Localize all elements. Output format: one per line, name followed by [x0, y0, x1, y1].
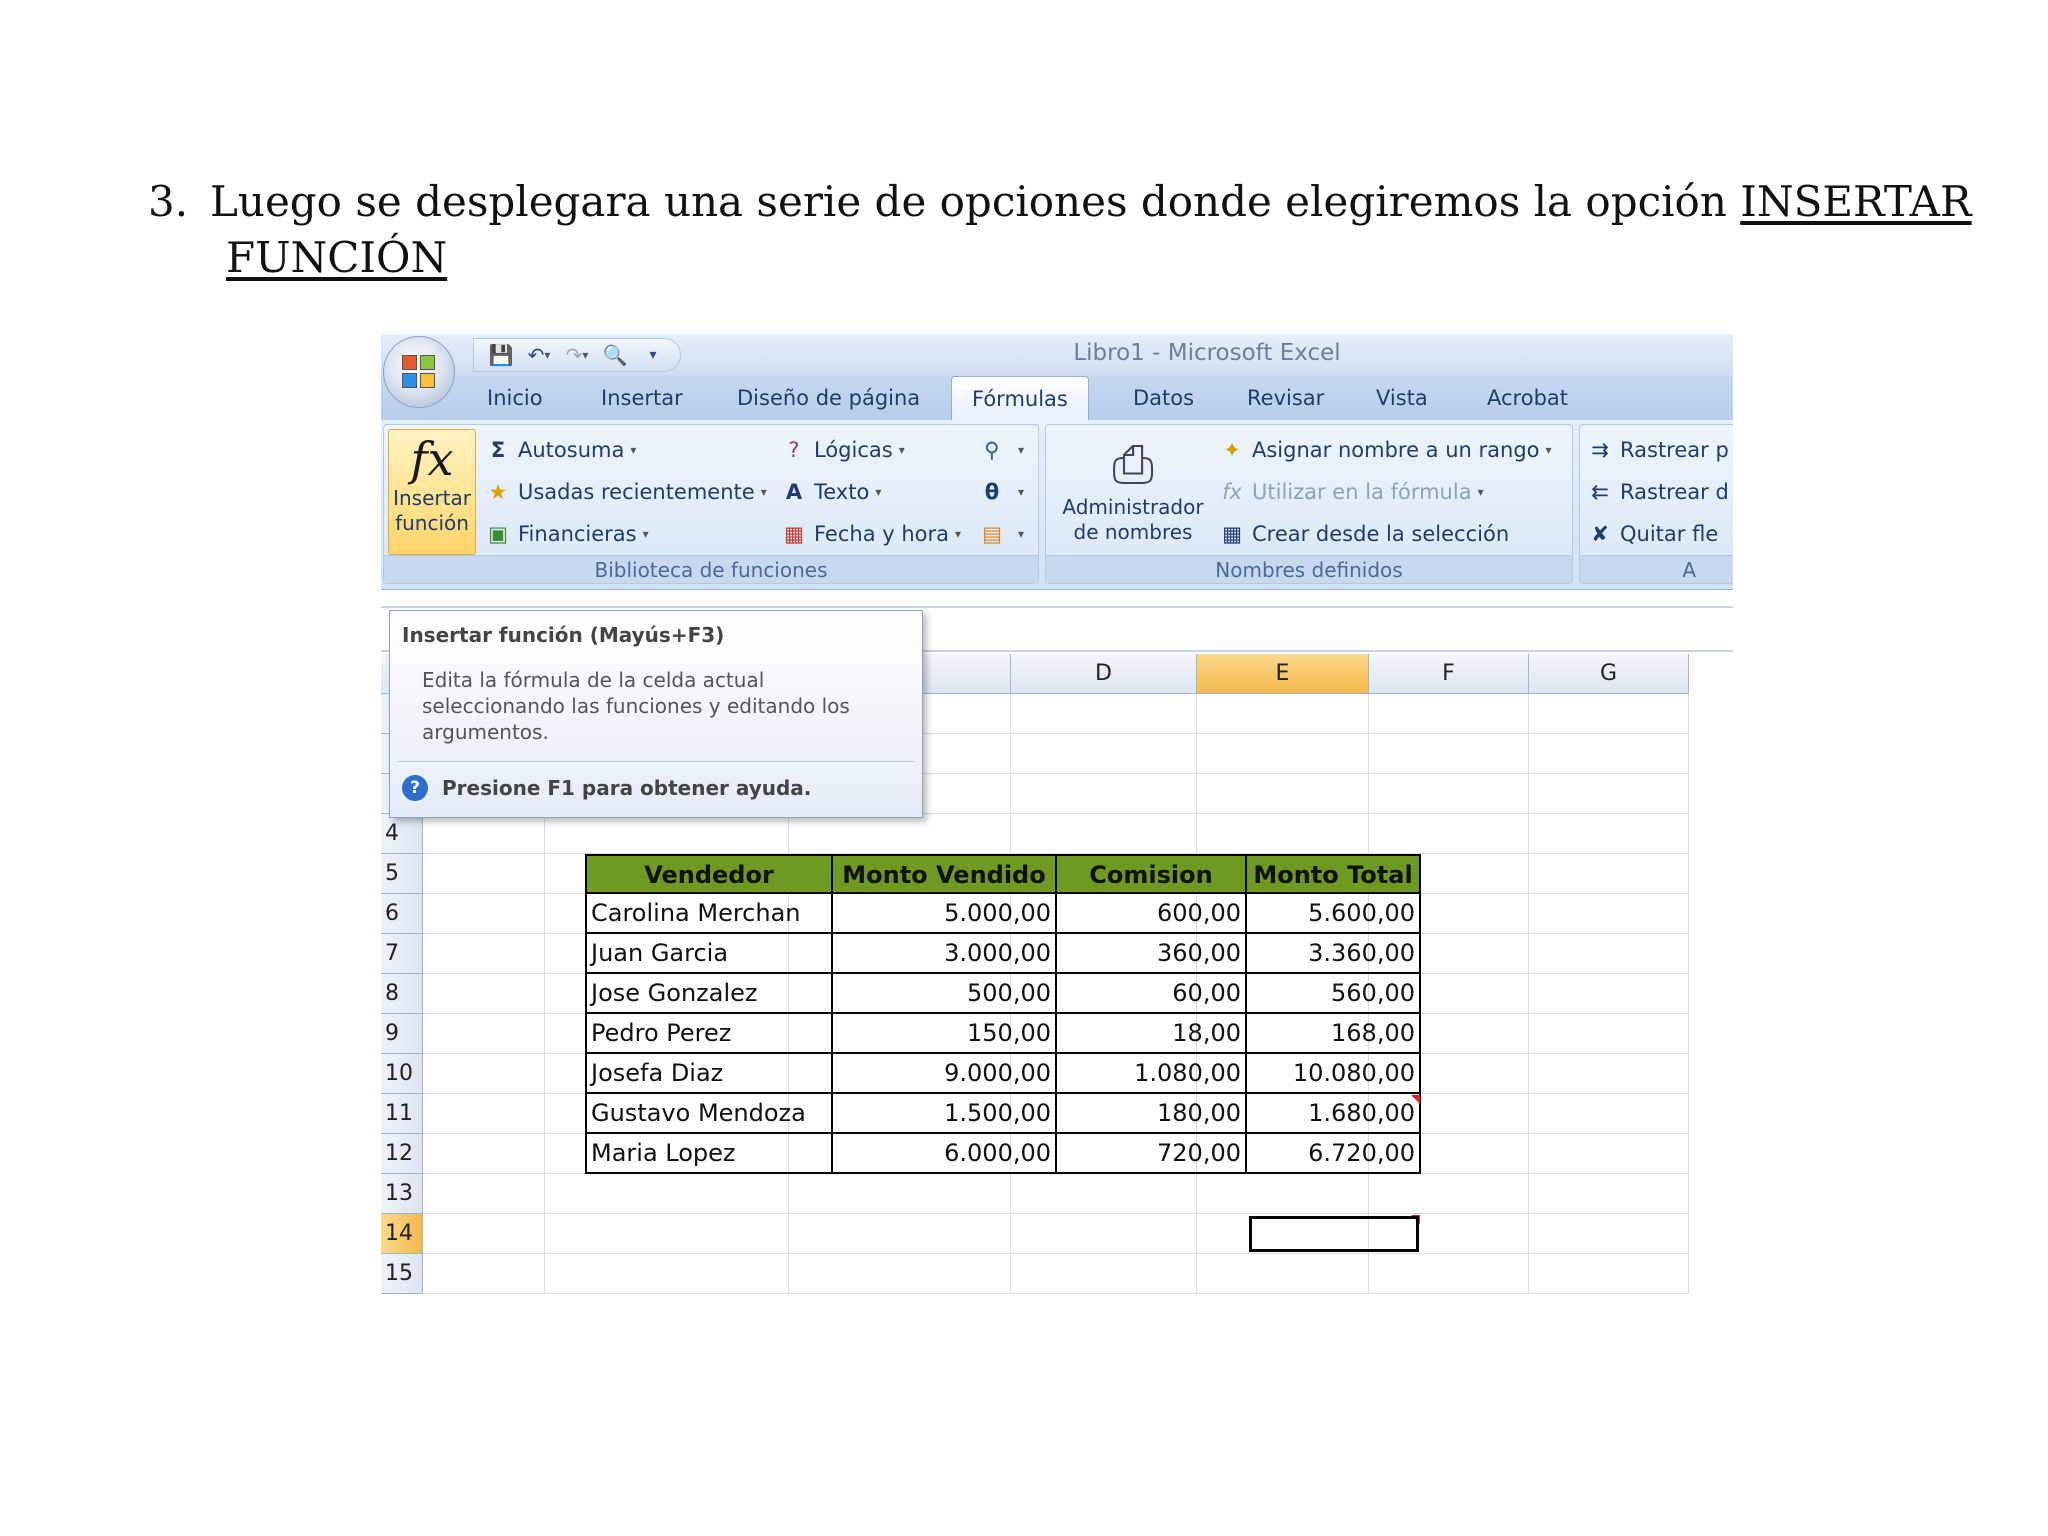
grid-cell[interactable] [1529, 1214, 1689, 1254]
recent-label: Usadas recientemente [518, 480, 755, 504]
datetime-button[interactable] [780, 517, 961, 551]
table-grid-icon: ▦ [1222, 522, 1242, 546]
save-icon[interactable]: 💾 [488, 343, 514, 367]
table-cell-vendedor[interactable]: Jose Gonzalez [585, 974, 833, 1014]
table-cell-monto-total[interactable]: 10.080,00 [1247, 1054, 1421, 1094]
window-title: Libro1 - Microsoft Excel [1073, 340, 1341, 366]
tab-insertar[interactable]: Insertar [601, 386, 683, 410]
ribbon-tabs [381, 376, 1733, 420]
quick-access-toolbar [473, 338, 681, 372]
grid-cell[interactable] [1529, 694, 1689, 734]
tooltip-description: Edita la fórmula de la celda actual seleccionando las funciones y editando los argumentos. [422, 668, 850, 744]
row-header[interactable]: 8 [381, 974, 423, 1014]
text-a-icon: A [785, 480, 803, 504]
excel-window [381, 334, 1733, 1300]
row-header[interactable]: 15 [381, 1254, 423, 1294]
use-in-formula-label: Utilizar en la fórmula [1252, 480, 1472, 504]
chevron-down-icon: ▾ [630, 443, 637, 457]
grid-cell[interactable] [1011, 814, 1197, 854]
group-function-library [383, 424, 1039, 584]
insert-function-tooltip [389, 610, 923, 818]
table-cell-vendedor[interactable]: Maria Lopez [585, 1134, 833, 1174]
table-cell-comision[interactable]: 180,00 [1057, 1094, 1247, 1134]
grid-cell[interactable] [423, 1254, 545, 1294]
name-manager-button[interactable] [1052, 429, 1214, 553]
tooltip-title: Insertar función (Mayús+F3) [402, 623, 725, 647]
table-cell-vendedor[interactable]: Juan Garcia [585, 934, 833, 974]
table-cell-vendedor[interactable]: Josefa Diaz [585, 1054, 833, 1094]
auditing-label: A [1580, 555, 1733, 583]
customize-icon[interactable]: ▾ [649, 347, 657, 363]
remove-arrows-button[interactable] [1586, 517, 1718, 551]
financial-book-icon: ▣ [488, 522, 508, 546]
define-name-label: Asignar nombre a un rango [1252, 438, 1540, 462]
table-cell-comision[interactable]: 720,00 [1057, 1134, 1247, 1174]
define-name-button[interactable] [1218, 433, 1552, 467]
grid-cell[interactable] [1369, 734, 1529, 774]
chevron-down-icon: ▾ [1018, 485, 1025, 499]
insert-function-label-1: Insertar [393, 486, 471, 510]
table-cell-vendedor[interactable]: Pedro Perez [585, 1014, 833, 1054]
office-button[interactable] [383, 336, 455, 408]
use-in-formula-button[interactable] [1218, 475, 1484, 509]
tooltip-divider [398, 761, 914, 762]
grid-cell[interactable] [1197, 1174, 1369, 1214]
chevron-down-icon: ▾ [898, 443, 905, 457]
tab-formulas[interactable]: Fórmulas [951, 376, 1089, 422]
grid-cell[interactable] [789, 814, 1011, 854]
tab-datos[interactable]: Datos [1133, 386, 1195, 410]
recent-functions-button[interactable] [484, 475, 767, 509]
highlight-insertar: INSERTAR [1740, 177, 1972, 226]
chevron-down-icon: ▾ [955, 527, 962, 541]
tab-inicio[interactable]: Inicio [487, 386, 543, 410]
help-icon: ? [402, 775, 428, 801]
row-header[interactable]: 5 [381, 854, 423, 894]
chevron-down-icon: ▾ [1018, 443, 1025, 457]
row-header[interactable]: 13 [381, 1174, 423, 1214]
group-formula-auditing [1579, 424, 1733, 584]
lookup-magnifier-icon: ⚲ [984, 438, 1000, 462]
table-cell-vendedor[interactable]: Carolina Merchan [585, 894, 833, 934]
grid-cell[interactable] [423, 894, 545, 934]
grid-cell[interactable] [1197, 814, 1369, 854]
grid-cell[interactable] [1197, 1254, 1369, 1294]
tab-revisar[interactable]: Revisar [1247, 386, 1325, 410]
grid-cell[interactable] [423, 854, 545, 894]
grid-cell[interactable] [1529, 934, 1689, 974]
grid-cell[interactable] [1197, 774, 1369, 814]
grid-cell[interactable] [1529, 854, 1689, 894]
table-cell-monto-total[interactable]: 3.360,00 [1247, 934, 1421, 974]
trace-dependents-icon: ⇇ [1591, 480, 1609, 504]
table-header-monto-vendido[interactable]: Monto Vendido [833, 854, 1057, 894]
remove-arrows-label: Quitar fle [1620, 522, 1719, 546]
instruction-text [148, 174, 1978, 286]
grid-cell[interactable] [423, 1094, 545, 1134]
table-header-comision[interactable]: Comision [1057, 854, 1247, 894]
logical-label: Lógicas [814, 438, 893, 462]
ribbon [381, 420, 1733, 590]
theta-icon: θ [984, 480, 1000, 504]
table-cell-comision[interactable]: 60,00 [1057, 974, 1247, 1014]
text-button[interactable] [780, 475, 881, 509]
col-header-g[interactable]: G [1529, 654, 1689, 694]
group-defined-names [1045, 424, 1573, 584]
title-bar [381, 334, 1733, 376]
row-header[interactable]: 4 [381, 814, 423, 854]
grid-cell[interactable] [1529, 1094, 1689, 1134]
grid-cell[interactable] [1529, 1134, 1689, 1174]
chevron-down-icon: ▾ [875, 485, 882, 499]
trace-dependents-label: Rastrear d [1620, 480, 1729, 504]
grid-cell[interactable] [1529, 1254, 1689, 1294]
remove-arrows-icon: ✘ [1591, 522, 1609, 546]
table-cell-monto-vendido[interactable]: 9.000,00 [833, 1054, 1057, 1094]
trace-dependents-button[interactable] [1586, 475, 1729, 509]
lookup-button[interactable] [978, 433, 1024, 467]
table-cell-vendedor[interactable]: Gustavo Mendoza [585, 1094, 833, 1134]
grid-cell[interactable] [423, 1014, 545, 1054]
office-logo-icon [402, 355, 438, 391]
grid-cell[interactable] [1529, 774, 1689, 814]
tab-diseno-pagina[interactable]: Diseño de página [737, 386, 921, 410]
instruction-sentence: Luego se desplegara una serie de opciones donde elegiremos la opción [210, 177, 1727, 226]
step-number: 3. [148, 177, 189, 226]
tab-acrobat[interactable]: Acrobat [1487, 386, 1568, 410]
grid-cell[interactable] [1529, 1014, 1689, 1054]
table-cell-monto-total[interactable]: 560,00 [1247, 974, 1421, 1014]
active-cell-e14[interactable] [1249, 1216, 1419, 1252]
tab-vista[interactable]: Vista [1376, 386, 1428, 410]
sigma-icon: Σ [490, 438, 506, 462]
grid-cell[interactable] [545, 814, 789, 854]
row-header[interactable]: 9 [381, 1014, 423, 1054]
autosum-label: Autosuma [518, 438, 625, 462]
name-manager-icon: ⎙ [1112, 435, 1154, 495]
text-label: Texto [814, 480, 870, 504]
col-header-f[interactable]: F [1369, 654, 1529, 694]
grid-cell[interactable] [1011, 1174, 1197, 1214]
grid-cell[interactable] [1529, 1174, 1689, 1214]
table-cell-monto-vendido[interactable]: 6.000,00 [833, 1134, 1057, 1174]
grid-cell[interactable] [1369, 694, 1529, 734]
grid-cell[interactable] [1011, 694, 1197, 734]
grid-cell[interactable] [1529, 974, 1689, 1014]
grid-cell[interactable] [1011, 774, 1197, 814]
grid-cell[interactable] [1529, 734, 1689, 774]
grid-cell[interactable] [1529, 814, 1689, 854]
grid-cell[interactable] [1529, 894, 1689, 934]
insert-function-button[interactable] [388, 429, 476, 555]
grid-cell[interactable] [423, 1174, 545, 1214]
calendar-icon: ▦ [784, 522, 804, 546]
row-header[interactable]: 12 [381, 1134, 423, 1174]
grid-cell[interactable] [1011, 734, 1197, 774]
col-header-d[interactable]: D [1011, 654, 1197, 694]
table-cell-monto-total[interactable]: 5.600,00 [1247, 894, 1421, 934]
grid-cell[interactable] [1529, 1054, 1689, 1094]
grid-cell[interactable] [423, 1214, 545, 1254]
name-manager-label-1: Administrador [1062, 495, 1204, 519]
row-header[interactable]: 11 [381, 1094, 423, 1134]
trace-precedents-icon: ⇉ [1591, 438, 1609, 462]
math-button[interactable] [978, 475, 1024, 509]
comment-indicator [1411, 1095, 1420, 1104]
grid-cell[interactable] [1197, 734, 1369, 774]
trace-precedents-button[interactable] [1586, 433, 1729, 467]
fx-icon: fx [410, 432, 454, 486]
grid-cell[interactable] [1369, 1174, 1529, 1214]
grid-cell[interactable] [1369, 1254, 1529, 1294]
financial-label: Financieras [518, 522, 637, 546]
table-cell-comision[interactable]: 600,00 [1057, 894, 1247, 934]
table-cell-monto-vendido[interactable]: 500,00 [833, 974, 1057, 1014]
grid-cell[interactable] [423, 1134, 545, 1174]
table-cell-comision[interactable]: 1.080,00 [1057, 1054, 1247, 1094]
highlight-funcion: FUNCIÓN [226, 233, 448, 282]
datetime-label: Fecha y hora [814, 522, 950, 546]
logical-book-icon: ? [788, 438, 800, 462]
grid-cell[interactable] [423, 814, 545, 854]
table-cell-monto-vendido[interactable]: 150,00 [833, 1014, 1057, 1054]
function-library-label: Biblioteca de funciones [384, 555, 1038, 583]
grid-cell[interactable] [789, 1214, 1011, 1254]
row-header[interactable]: 7 [381, 934, 423, 974]
autosum-button[interactable] [484, 433, 636, 467]
name-manager-label-2: de nombres [1073, 520, 1193, 544]
row-header[interactable]: 6 [381, 894, 423, 934]
insert-function-label-2: función [395, 511, 469, 535]
grid-cell[interactable] [423, 974, 545, 1014]
row-header[interactable]: 10 [381, 1054, 423, 1094]
more-books-icon: ▤ [982, 522, 1002, 546]
trace-precedents-label: Rastrear p [1620, 438, 1729, 462]
grid-cell[interactable] [789, 1174, 1011, 1214]
create-from-selection-button[interactable] [1218, 517, 1509, 551]
grid-cell[interactable] [1011, 1254, 1197, 1294]
chevron-down-icon: ▾ [1477, 485, 1484, 499]
table-header-monto-total[interactable]: Monto Total [1247, 854, 1421, 894]
table-header-vendedor[interactable]: Vendedor [585, 854, 833, 894]
grid-cell[interactable] [545, 1214, 789, 1254]
grid-cell[interactable] [545, 1174, 789, 1214]
defined-names-label: Nombres definidos [1046, 555, 1572, 583]
tooltip-help [402, 775, 811, 801]
table-cell-monto-vendido[interactable]: 1.500,00 [833, 1094, 1057, 1134]
grid-cell[interactable] [545, 1254, 789, 1294]
redo-icon[interactable]: ↷ ▾ [565, 343, 589, 367]
chevron-down-icon: ▾ [760, 485, 767, 499]
grid-cell[interactable] [789, 1254, 1011, 1294]
define-name-icon: ✦ [1223, 438, 1241, 462]
tooltip-help-text: Presione F1 para obtener ayuda. [442, 776, 812, 800]
grid-cell[interactable] [1369, 814, 1529, 854]
grid-cell[interactable] [1011, 1214, 1197, 1254]
table-cell-monto-total[interactable]: 168,00 [1247, 1014, 1421, 1054]
undo-icon[interactable]: ↶ ▾ [527, 343, 551, 367]
fx-small-icon: fx [1222, 480, 1242, 504]
grid-cell[interactable] [1369, 774, 1529, 814]
table-cell-monto-vendido[interactable]: 3.000,00 [833, 934, 1057, 974]
table-cell-comision[interactable]: 360,00 [1057, 934, 1247, 974]
grid-cell[interactable] [423, 934, 545, 974]
chevron-down-icon: ▾ [642, 527, 649, 541]
star-icon: ★ [488, 480, 508, 504]
row-header[interactable]: 14 [381, 1214, 423, 1254]
more-functions-button[interactable] [978, 517, 1024, 551]
table-cell-comision[interactable]: 18,00 [1057, 1014, 1247, 1054]
create-from-selection-label: Crear desde la selección [1252, 522, 1510, 546]
print-preview-icon[interactable]: 🔍 [602, 343, 628, 367]
col-header-e[interactable]: E [1197, 654, 1369, 694]
table-cell-monto-vendido[interactable]: 5.000,00 [833, 894, 1057, 934]
logical-button[interactable] [780, 433, 905, 467]
table-cell-monto-total[interactable]: 6.720,00 [1247, 1134, 1421, 1174]
grid-cell[interactable] [423, 1054, 545, 1094]
financial-button[interactable] [484, 517, 649, 551]
chevron-down-icon: ▾ [1018, 527, 1025, 541]
chevron-down-icon: ▾ [1545, 443, 1552, 457]
table-cell-monto-total[interactable]: 1.680,00 [1247, 1094, 1421, 1134]
grid-cell[interactable] [1197, 694, 1369, 734]
